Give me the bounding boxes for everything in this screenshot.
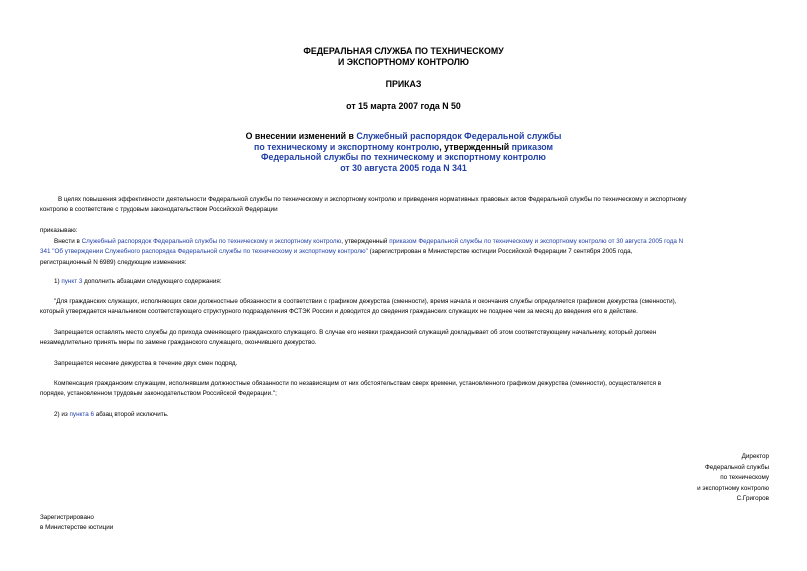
- title-line-1: О внесении изменений в Служебный распорядок Федеральной службы: [245, 131, 562, 141]
- item-1: 1) пункт 3 дополнить абзацами следующего содержания:: [54, 278, 222, 285]
- signature-block: Директор Федеральной службы по техническому и экспортному контролю С.Григоров: [589, 452, 769, 505]
- item-2: 2) из пункта 6 абзац второй исключить.: [54, 411, 169, 418]
- link-service-regulations[interactable]: Служебный распорядок Федеральной службы по техническому и экспортному контролю: [81, 238, 342, 245]
- quote-paragraph-1: "Для гражданских служащих, исполняющих свои должностные обязанности в соответствии с графиком дежурства (сменности), время начала и окончания службы определяется графиком дежурства (сменности), который утверждается начальником соответствующего структурного подразделения ФСТЭК России и доводится до сведения гражданских служащих не позднее чем за месяц до введения его в действие.: [40, 298, 677, 316]
- document-title: [0, 131, 807, 173]
- title-link-regulations[interactable]: Служебный распорядок Федеральной службы: [356, 131, 562, 141]
- title-link-order[interactable]: приказом: [511, 141, 553, 152]
- main-amendment-paragraph: Внести в Служебный распорядок Федеральной службы по техническому и экспортному контролю, утвержденный приказом Федеральной службы по техническому и экспортному контролю от 30 августа 2005 года N 341 "Об утверждении Служебного распорядка Федеральной службы по техническому и экспортному контролю" (зарегистрирован в Министерстве юстиции Российской Федерации 7 сентября 2005 года, регистрационный N 6989) следующие изменения:: [40, 238, 684, 266]
- title-line-2: по техническому и экспортному контролю, утвержденный приказом: [254, 141, 553, 152]
- link-order-341[interactable]: приказом Федеральной службы по техническому и экспортному контролю от 30 августа 2005 года N: [389, 238, 684, 245]
- document-type: ПРИКАЗ: [385, 79, 422, 89]
- link-point-3[interactable]: пункт 3: [61, 278, 83, 285]
- quote-paragraph-4: Компенсация гражданским служащим, исполнявшим должностные обязанности по независящим от них обстоятельствам сверх времени, установленного графиком дежурства (сменности), осуществляется в порядке, установленном трудовым законодательством Российской Федерации.";: [40, 380, 662, 398]
- link-point-6[interactable]: пункта 6: [69, 411, 94, 418]
- intro-paragraph: В целях повышения эффективности деятельности Федеральной службы по техническому и экспортному контролю и приведения нормативных правовых актов Федеральной службы по техническому и экспортному контролю в соответствие с трудовым законодательством Российской Федерации: [40, 196, 687, 214]
- quote-paragraph-2: Запрещается оставлять место службы до прихода сменяющего гражданского служащего. В случае его неявки гражданский служащий докладывает об этом соответствующему начальнику, который должен незамедлительно принять меры по замене гражданского служащего, окончившего дежурство.: [40, 329, 657, 347]
- title-line-4[interactable]: от 30 августа 2005 года N 341: [340, 162, 467, 173]
- registration-note: Зарегистрировано в Министерстве юстиции: [40, 514, 114, 532]
- quote-paragraph-3: Запрещается несение дежурства в течение двух смен подряд.: [54, 360, 238, 367]
- signature-position: Директор: [741, 453, 769, 460]
- org-line-1: ФЕДЕРАЛЬНАЯ СЛУЖБА ПО ТЕХНИЧЕСКОМУ: [303, 46, 504, 56]
- link-order-341-cont[interactable]: 341 "Об утверждении Служебного распорядка Федеральной службы по техническому и экспортному контролю": [40, 248, 368, 256]
- org-line-2: И ЭКСПОРТНОМУ КОНТРОЛЮ: [338, 56, 469, 67]
- signature-name: С.Григоров: [736, 495, 769, 503]
- orders-word: приказываю:: [40, 227, 78, 234]
- title-line-3[interactable]: Федеральной службы по техническому и экспортному контролю: [261, 152, 546, 162]
- title-link-regulations-cont[interactable]: по техническому и экспортному контролю: [254, 141, 440, 152]
- organization-title: [0, 46, 807, 67]
- document-date-number: от 15 марта 2007 года N 50: [346, 101, 461, 111]
